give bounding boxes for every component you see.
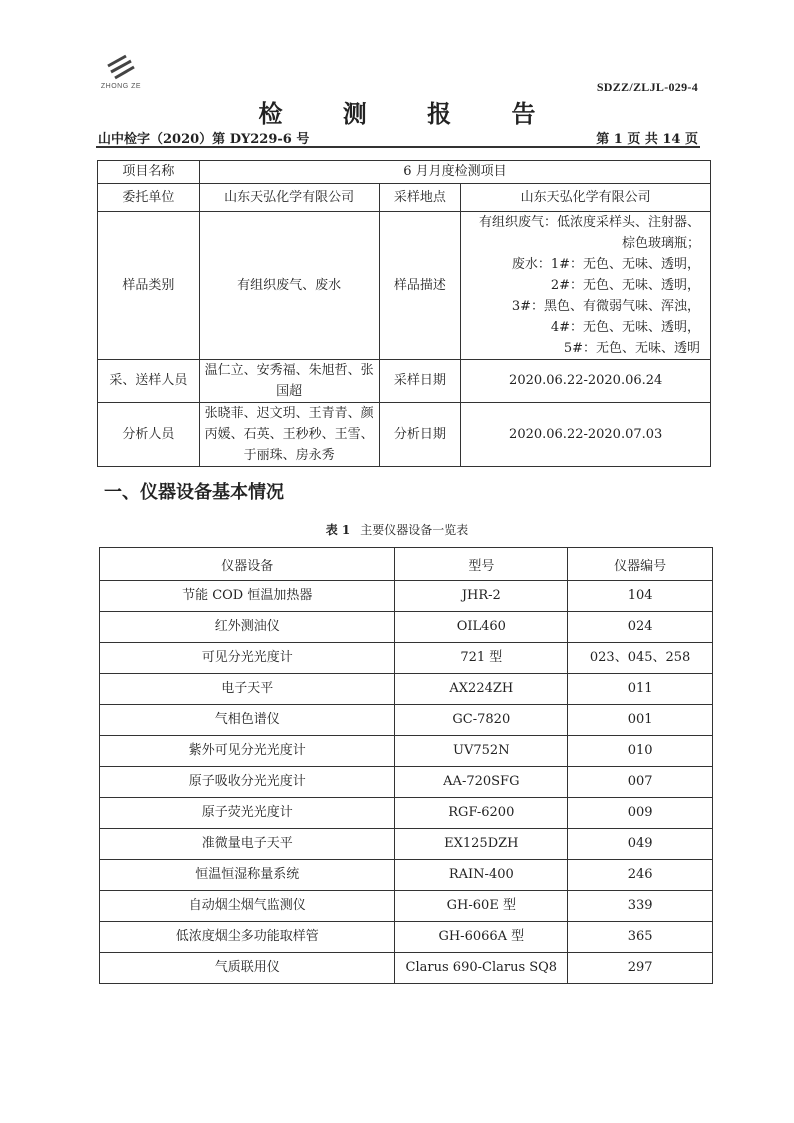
report-number: 山中检字（2020）第 DY229-6 号 bbox=[98, 132, 310, 147]
instrument-number-cell: 339 bbox=[568, 891, 713, 922]
equipment-name-cell: 气质联用仪 bbox=[100, 953, 395, 984]
model-cell: 721 型 bbox=[395, 643, 568, 674]
description-line: 5#：无色、无味、透明 bbox=[563, 341, 700, 356]
description-label: 样品描述 bbox=[379, 212, 461, 360]
equipment-name-cell: 低浓度烟尘多功能取样管 bbox=[100, 922, 395, 953]
column-header: 仪器编号 bbox=[568, 548, 713, 581]
table-caption bbox=[0, 521, 794, 538]
site-label: 采样地点 bbox=[379, 184, 461, 212]
equipment-name-cell: 红外测油仪 bbox=[100, 612, 395, 643]
table-row bbox=[100, 891, 713, 922]
client-value: 山东天弘化学有限公司 bbox=[199, 184, 379, 212]
page-title: 检 测 报 告 bbox=[258, 99, 562, 128]
instrument-number-cell: 024 bbox=[568, 612, 713, 643]
instrument-number-cell: 246 bbox=[568, 860, 713, 891]
equipment-name-cell: 电子天平 bbox=[100, 674, 395, 705]
description-line: 有组织废气：低浓度采样头、注射器、 bbox=[478, 215, 700, 230]
client-label: 委托单位 bbox=[98, 184, 200, 212]
model-cell: EX125DZH bbox=[395, 829, 568, 860]
project-info-table bbox=[97, 160, 711, 467]
zhongze-logo-icon bbox=[104, 52, 138, 82]
table-row bbox=[98, 360, 711, 403]
instrument-number-cell: 023、045、258 bbox=[568, 643, 713, 674]
analyst-value: 张晓菲、迟文玥、王青青、颜丙媛、石英、王秒秒、王雪、于丽珠、房永秀 bbox=[199, 403, 379, 467]
equipment-table-body bbox=[100, 581, 713, 984]
table-row bbox=[98, 403, 711, 467]
table-row bbox=[100, 736, 713, 767]
instrument-number-cell: 297 bbox=[568, 953, 713, 984]
page-number: 第 1 页 共 14 页 bbox=[596, 132, 698, 147]
table-row bbox=[100, 798, 713, 829]
sampling-date-label: 采样日期 bbox=[379, 360, 461, 403]
equipment-name-cell: 原子荧光光度计 bbox=[100, 798, 395, 829]
model-cell: UV752N bbox=[395, 736, 568, 767]
equipment-name-cell: 自动烟尘烟气监测仪 bbox=[100, 891, 395, 922]
table-row bbox=[98, 161, 711, 184]
model-cell: Clarus 690-Clarus SQ8 bbox=[395, 953, 568, 984]
equipment-name-cell: 气相色谱仪 bbox=[100, 705, 395, 736]
table-caption-text: 主要仪器设备一览表 bbox=[360, 523, 469, 537]
instrument-number-cell: 104 bbox=[568, 581, 713, 612]
table-row bbox=[100, 767, 713, 798]
description-line: 废水：1#：无色、无味、透明， bbox=[511, 257, 700, 272]
model-cell: RGF-6200 bbox=[395, 798, 568, 829]
analysis-date-value: 2020.06.22-2020.07.03 bbox=[461, 403, 711, 467]
table-caption-label: 表 1 bbox=[325, 523, 351, 537]
model-cell: GH-60E 型 bbox=[395, 891, 568, 922]
model-cell: RAIN-400 bbox=[395, 860, 568, 891]
company-logo bbox=[96, 52, 146, 90]
equipment-name-cell: 原子吸收分光光度计 bbox=[100, 767, 395, 798]
project-name-label: 项目名称 bbox=[98, 161, 200, 184]
instrument-number-cell: 007 bbox=[568, 767, 713, 798]
instrument-number-cell: 001 bbox=[568, 705, 713, 736]
equipment-name-cell: 节能 COD 恒温加热器 bbox=[100, 581, 395, 612]
equipment-name-cell: 准微量电子天平 bbox=[100, 829, 395, 860]
table-row bbox=[100, 829, 713, 860]
instrument-number-cell: 011 bbox=[568, 674, 713, 705]
column-header: 型号 bbox=[395, 548, 568, 581]
sampling-date-value: 2020.06.22-2020.06.24 bbox=[461, 360, 711, 403]
equipment-name-cell: 可见分光光度计 bbox=[100, 643, 395, 674]
model-cell: AA-720SFG bbox=[395, 767, 568, 798]
table-row bbox=[100, 860, 713, 891]
logo-text: ZHONG ZE bbox=[100, 83, 142, 90]
site-value: 山东天弘化学有限公司 bbox=[461, 184, 711, 212]
table-row bbox=[98, 184, 711, 212]
table-row bbox=[100, 581, 713, 612]
instrument-number-cell: 365 bbox=[568, 922, 713, 953]
description-line: 2#：无色、无味、透明， bbox=[550, 278, 700, 293]
equipment-table bbox=[99, 547, 713, 984]
model-cell: OIL460 bbox=[395, 612, 568, 643]
category-label: 样品类别 bbox=[98, 212, 200, 360]
header-rule bbox=[96, 146, 700, 148]
description-line: 4#：无色、无味、透明， bbox=[550, 320, 700, 335]
table-row bbox=[100, 643, 713, 674]
table-row bbox=[100, 922, 713, 953]
equipment-name-cell: 紫外可见分光光度计 bbox=[100, 736, 395, 767]
section-heading: 一、仪器设备基本情况 bbox=[104, 482, 284, 503]
table-row bbox=[100, 953, 713, 984]
equipment-name-cell: 恒温恒湿称量系统 bbox=[100, 860, 395, 891]
table-row bbox=[100, 674, 713, 705]
document-code: SDZZ/ZLJL-029-4 bbox=[596, 80, 698, 94]
model-cell: JHR-2 bbox=[395, 581, 568, 612]
model-cell: GC-7820 bbox=[395, 705, 568, 736]
sampler-label: 采、送样人员 bbox=[98, 360, 200, 403]
table-header-row bbox=[100, 548, 713, 581]
description-value bbox=[461, 212, 711, 360]
analysis-date-label: 分析日期 bbox=[379, 403, 461, 467]
instrument-number-cell: 010 bbox=[568, 736, 713, 767]
table-row bbox=[100, 612, 713, 643]
model-cell: AX224ZH bbox=[395, 674, 568, 705]
table-row bbox=[100, 705, 713, 736]
column-header: 仪器设备 bbox=[100, 548, 395, 581]
analyst-label: 分析人员 bbox=[98, 403, 200, 467]
instrument-number-cell: 009 bbox=[568, 798, 713, 829]
sampler-value: 温仁立、安秀福、朱旭哲、张国超 bbox=[199, 360, 379, 403]
description-line: 3#：黑色、有微弱气味、浑浊， bbox=[511, 299, 700, 314]
category-value: 有组织废气、废水 bbox=[199, 212, 379, 360]
project-name-value: 6 月月度检测项目 bbox=[199, 161, 710, 184]
table-row bbox=[98, 212, 711, 360]
model-cell: GH-6066A 型 bbox=[395, 922, 568, 953]
description-line: 棕色玻璃瓶； bbox=[621, 236, 700, 251]
instrument-number-cell: 049 bbox=[568, 829, 713, 860]
